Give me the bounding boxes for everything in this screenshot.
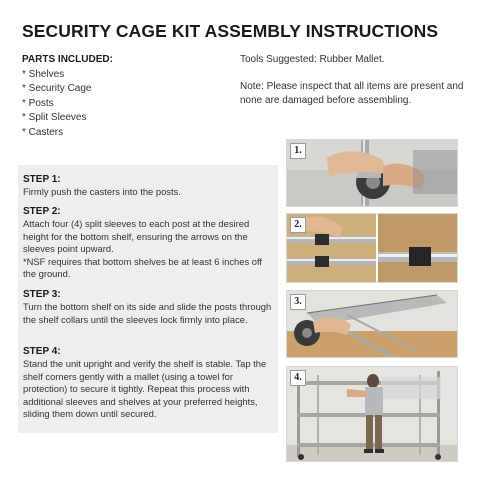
parts-item: * Security Cage [22,83,92,94]
tools-suggested: Tools Suggested: Rubber Mallet. [240,54,385,65]
step-3 [23,288,275,326]
parts-item: * Posts [22,97,54,109]
step-number-badge: 1. [290,143,306,159]
step-heading: STEP 2: [23,206,61,217]
step-4 [23,345,275,421]
step-text: Attach four (4) split sleeves to each post at the desired height for the bottom shelf, ensuring the arrows on the sleeves point upward. [23,218,250,255]
step-text: Firmly push the casters into the posts. [23,186,181,197]
step-nsf-note: *NSF requires that bottom shelves be at least 6 inches off the ground. [23,255,263,280]
steps-panel [18,165,278,433]
parts-heading: PARTS INCLUDED: [22,54,113,65]
step-number-badge: 4. [290,370,306,386]
parts-item: * Shelves [22,68,65,80]
step-4-photo [286,366,458,462]
step-text: Stand the unit upright and verify the shelf is stable. Tap the shelf corners gently with a mallet (using a towel for protection) to secure it tightly. Repeat this process with additional sleeves and shelves at your preferred heights, sliding them down until secured. [23,358,267,420]
step-heading: STEP 1: [23,174,61,185]
step-2-photo [286,213,458,283]
parts-item: * Casters [22,126,64,138]
step-number-badge: 2. [290,217,306,233]
step-2 [23,205,275,281]
step-text: Turn the bottom shelf on its side and slide the posts through the shelf collars until the sleeves lock firmly into place. [23,301,272,325]
step-1-photo [286,139,458,207]
parts-included-list [22,53,113,140]
page-title: SECURITY CAGE KIT ASSEMBLY INSTRUCTIONS [22,21,439,41]
parts-item: * Split Sleeves [22,112,87,123]
step-heading: STEP 3: [23,289,61,300]
step-number-badge: 3. [290,294,306,310]
step-1 [23,173,275,199]
step-3-photo [286,290,458,358]
step-heading: STEP 4: [23,346,61,357]
inspection-note: Note: Please inspect that all items are present and none are damaged before assembling. [240,81,464,106]
